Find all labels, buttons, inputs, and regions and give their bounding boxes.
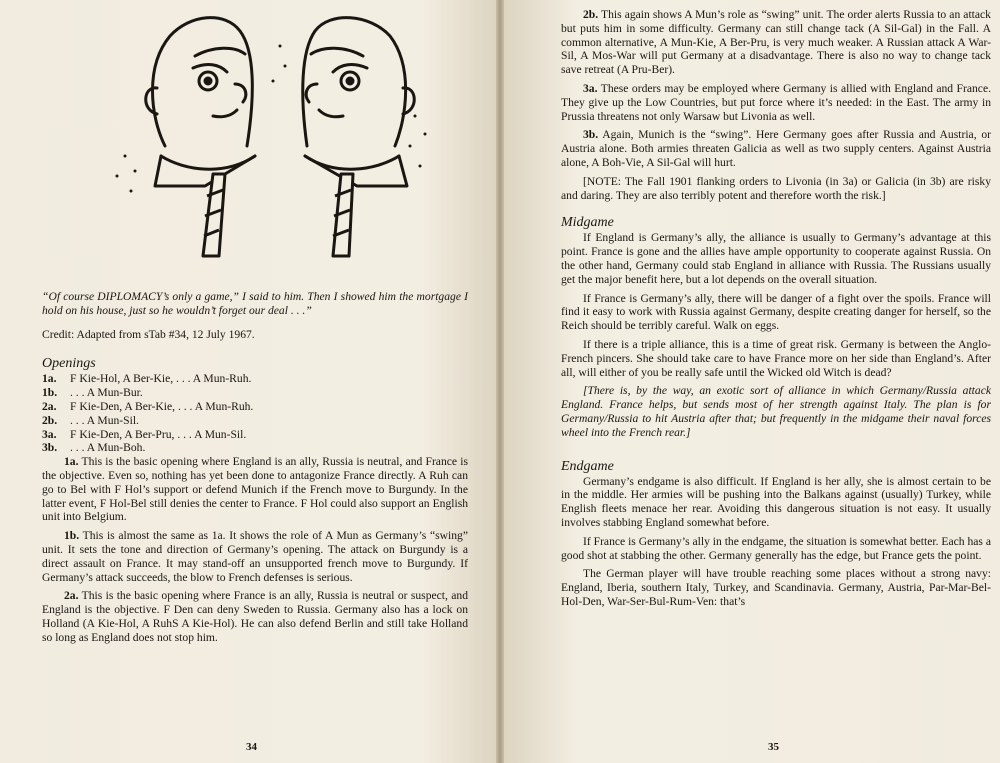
left-page bbox=[0, 0, 496, 763]
page-number: 34 bbox=[246, 741, 257, 753]
credit-line: Credit: Adapted from sTab #34, 12 July 1967. bbox=[42, 327, 255, 341]
order-line: 2b. . . . A Mun-Sil. bbox=[42, 413, 139, 427]
endgame-paragraph: If France is Germany’s ally in the endgame, the situation is somewhat better. Each has a good shot at stabbing the other. Germany generally has the edge, but France gets the point. bbox=[561, 534, 991, 562]
paragraph-1a: 1a. This is the basic opening where England is an ally, Russia is neutral, and France is the objective. Even so, nothing has yet been done to antagonize France directly. A Ruh can go to Bel with F Hol’s support or defend Munich if the French move to Burgundy. In the latter event, F Hol-Bel still denies the center to France. F Hol could also support an English unit into Belgium. bbox=[42, 455, 468, 524]
midgame-paragraph: If England is Germany’s ally, the alliance is usually to Germany’s advantage at this point. France is gone and the allies have ample opportunity to cooperate against Russia. On the other hand, Germany could stab England in alliance with Russia. The Russians usually get the major benefit here, but a lot depends on the overall situation. bbox=[561, 231, 991, 286]
paragraph-2b: 2b. This again shows A Mun’s role as “swing” unit. The order alerts Russia to an attack but puts him in some difficulty. Germany can still change tack (A Sil-Gal) in the Fall. A common alternative, A Mun-Kie, A Ber-Pru, is very much weaker. A Russian attack A War-Sil, A Mos-War will put Germany at a disadvantage. There is also no way to change tack save retreat (A Pru-Ber). bbox=[561, 8, 991, 77]
order-line: 1b. . . . A Mun-Bur. bbox=[42, 386, 143, 400]
midgame-heading: Midgame bbox=[561, 215, 614, 231]
endgame-paragraph: The German player will have trouble reaching some places without a strong navy: England, Iberia, southern Italy, Turkey, and Scandinavia. Germany, Austria, Par-Mar-Bel-Hol-Den, War-Ser-Bul-Rum-Ven: that’s bbox=[561, 567, 991, 608]
cartoon-illustration bbox=[95, 6, 435, 268]
paragraph-1b: 1b. This is almost the same as 1a. It shows the role of A Mun as Germany’s “swing” unit. It sets the tone and direction of Germany’s opening. The attack on Burgundy is a direct assault on France. It may stand-off an unsupported french move to Burgundy. If Germany’s attack succeeds, the blow to French defenses is serious. bbox=[42, 529, 468, 584]
midgame-italic-note: [There is, by the way, an exotic sort of alliance in which Germany/Russia attack England. France helps, but sends most of her strength against Italy. The plan is for Germany/Russia to hit Austria after that; but frequently in the midgame their naval forces wheel into the French rear.] bbox=[561, 384, 991, 439]
endgame-heading: Endgame bbox=[561, 458, 614, 474]
right-page bbox=[504, 0, 1000, 763]
order-line: 3b. . . . A Mun-Boh. bbox=[42, 441, 146, 455]
openings-heading: Openings bbox=[42, 356, 96, 372]
paragraph-2a: 2a. This is the basic opening where France is an ally, Russia is neutral or suspect, and England is the objective. F Den can deny Sweden to Russia. Germany also has a lock on Holland (A Kie-Hol, A RuhS A Kie-Hol). He can also defend Berlin and still take Holland so long as England does not stop him. bbox=[42, 589, 468, 644]
order-line: 2a. F Kie-Den, A Ber-Kie, . . . A Mun-Ruh. bbox=[42, 399, 254, 413]
midgame-paragraph: If there is a triple alliance, this is a time of great risk. Germany is between the Anglo-French pincers. She should take care to have France more on her side than England’s. After all, will either of you be really safe until the Wicked old Witch is dead? bbox=[561, 337, 991, 379]
note-paragraph: [NOTE: The Fall 1901 flanking orders to Livonia (in 3a) or Galicia (in 3b) are risky and daring. They are also terribly potent and therefore worth the risk.] bbox=[561, 174, 991, 202]
order-line: 1a. F Kie-Hol, A Ber-Kie, . . . A Mun-Ruh. bbox=[42, 372, 252, 386]
endgame-paragraph: Germany’s endgame is also difficult. If England is her ally, she is almost certain to be in the middle. Her armies will be pushing into the Balkans against (usually) Turkey, while English fleets menace her rear. Avoiding this dangerous situation is not easy. It usually involves stabbing England somewhat before. bbox=[561, 474, 991, 529]
orders-list bbox=[42, 372, 468, 455]
right-column bbox=[561, 8, 991, 609]
cartoon-caption: “Of course DIPLOMACY’s only a game,” I said to him. Then I showed him the mortgage I hold on his house, just so he wouldn’t forget our deal . . .” bbox=[42, 290, 468, 317]
book-gutter bbox=[496, 0, 504, 763]
paragraph-3b: 3b. Again, Munich is the “swing”. Here Germany goes after Russia and Austria, or Austria alone. Both armies threaten Galicia as well as two supply centers. Against Austria alone, A Boh-Vie, A Sil-Gal will hurt. bbox=[561, 128, 991, 169]
page-number: 35 bbox=[768, 741, 779, 753]
order-line: 3a. F Kie-Den, A Ber-Pru, . . . A Mun-Sil. bbox=[42, 427, 247, 441]
left-column bbox=[42, 290, 468, 645]
midgame-paragraph: If France is Germany’s ally, there will be danger of a fight over the spoils. France will find it easy to work with Russia against Germany, despite creating danger for herself, so the Reich should be terribly careful. Walk on eggs. bbox=[561, 291, 991, 333]
paragraph-3a: 3a. These orders may be employed where Germany is allied with England and France. They give up the Low Countries, but put force where it’s needed: in the East. The army in Prussia threatens not only Warsaw but Livonia as well. bbox=[561, 81, 991, 123]
